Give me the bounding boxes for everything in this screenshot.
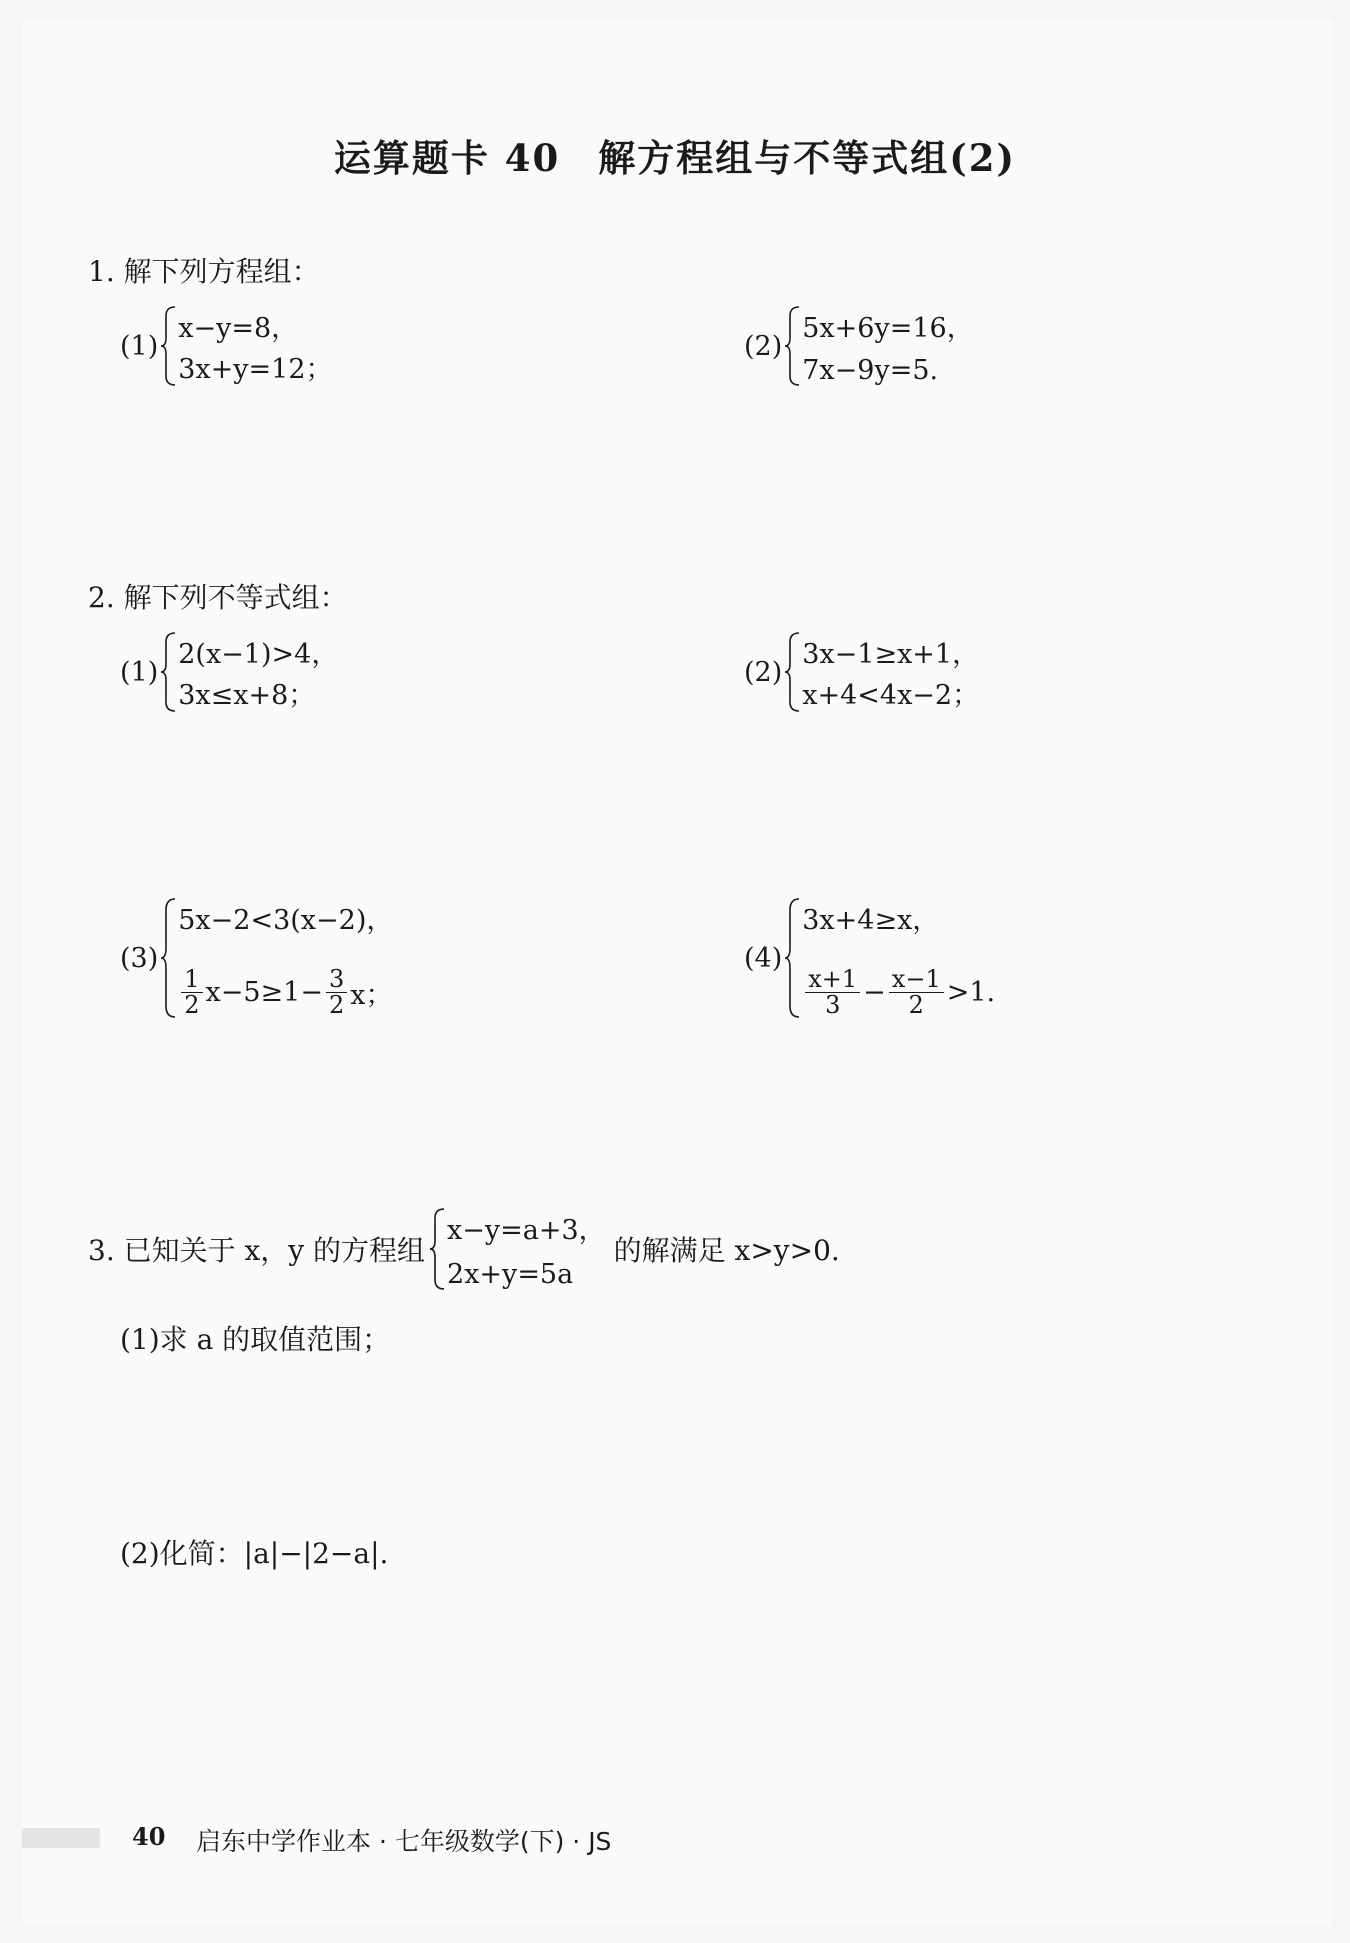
fraction: $\frac{x+1}{3}$: [805, 967, 860, 1018]
question-3-prefix: 3. 已知关于 x，y 的方程组: [88, 1234, 426, 1267]
equation-line: 3x+y=12；: [178, 354, 333, 385]
inequality-line: $\frac{1}{2}$ x−5≥1− $\frac{3}{2}$ x；: [178, 967, 393, 1018]
inequality-line: 3x+4≥x，: [802, 905, 940, 936]
equation-line: 7x−9y=5.: [802, 355, 939, 386]
left-brace-icon: [160, 632, 176, 712]
equation-line: x−y=a+3，: [447, 1215, 606, 1246]
inequality-line: 2(x−1)>4，: [178, 639, 339, 670]
q2-problem-3: [120, 898, 393, 1018]
q3-subquestion-2: (2)化简：|a|−|2−a|.: [120, 1537, 389, 1570]
title-card-number: 运算题卡 40: [333, 136, 561, 180]
q2-problem-1: [120, 632, 338, 712]
page-number: 40: [132, 1822, 166, 1851]
equation-line: 5x+6y=16，: [802, 313, 974, 344]
question-1-heading: 1. 解下列方程组：: [88, 255, 320, 288]
inequality-line: 3x−1≥x+1，: [802, 639, 980, 670]
left-brace-icon: [784, 632, 800, 712]
left-brace-icon: [784, 306, 800, 386]
q3-subquestion-1: (1)求 a 的取值范围；: [120, 1323, 391, 1356]
question-3-suffix: 的解满足 x>y>0.: [613, 1234, 840, 1267]
question-2-heading: 2. 解下列不等式组：: [88, 581, 348, 614]
inequality-line: 5x−2<3(x−2)，: [178, 905, 394, 936]
inequality-line: x+4<4x−2；: [802, 680, 980, 711]
q1-problem-2: [744, 306, 974, 386]
fraction: $\frac{x-1}{2}$: [889, 967, 944, 1018]
problem-label: (2): [744, 330, 783, 362]
left-brace-icon: [429, 1208, 445, 1290]
left-brace-icon: [160, 898, 176, 1018]
equation-line: 2x+y=5a: [447, 1259, 574, 1290]
problem-label: (1): [120, 330, 159, 362]
equation-line: x−y=8，: [178, 313, 299, 344]
q2-problem-2: [744, 632, 979, 712]
book-title: 启东中学作业本 · 七年级数学(下) · JS: [196, 1827, 612, 1856]
problem-label: (1): [120, 656, 159, 688]
problem-label: (3): [120, 942, 159, 974]
inequality-line: 3x≤x+8；: [178, 680, 316, 711]
footer-bar: [22, 1828, 100, 1848]
page-title: [0, 128, 1350, 182]
problem-label: (4): [744, 942, 783, 974]
inequality-line: $\frac{x+1}{3}$ − $\frac{x-1}{2}$ >1.: [802, 967, 995, 1018]
fraction: $\frac{1}{2}$: [181, 967, 202, 1018]
fraction: $\frac{3}{2}$: [326, 967, 347, 1018]
left-brace-icon: [784, 898, 800, 1018]
q1-problem-1: [120, 306, 333, 386]
question-3: [88, 1208, 840, 1290]
page-footer: [0, 1818, 1350, 1858]
problem-label: (2): [744, 656, 783, 688]
q2-problem-4: [744, 898, 995, 1018]
left-brace-icon: [160, 306, 176, 386]
title-topic: 解方程组与不等式组(2): [598, 136, 1017, 180]
